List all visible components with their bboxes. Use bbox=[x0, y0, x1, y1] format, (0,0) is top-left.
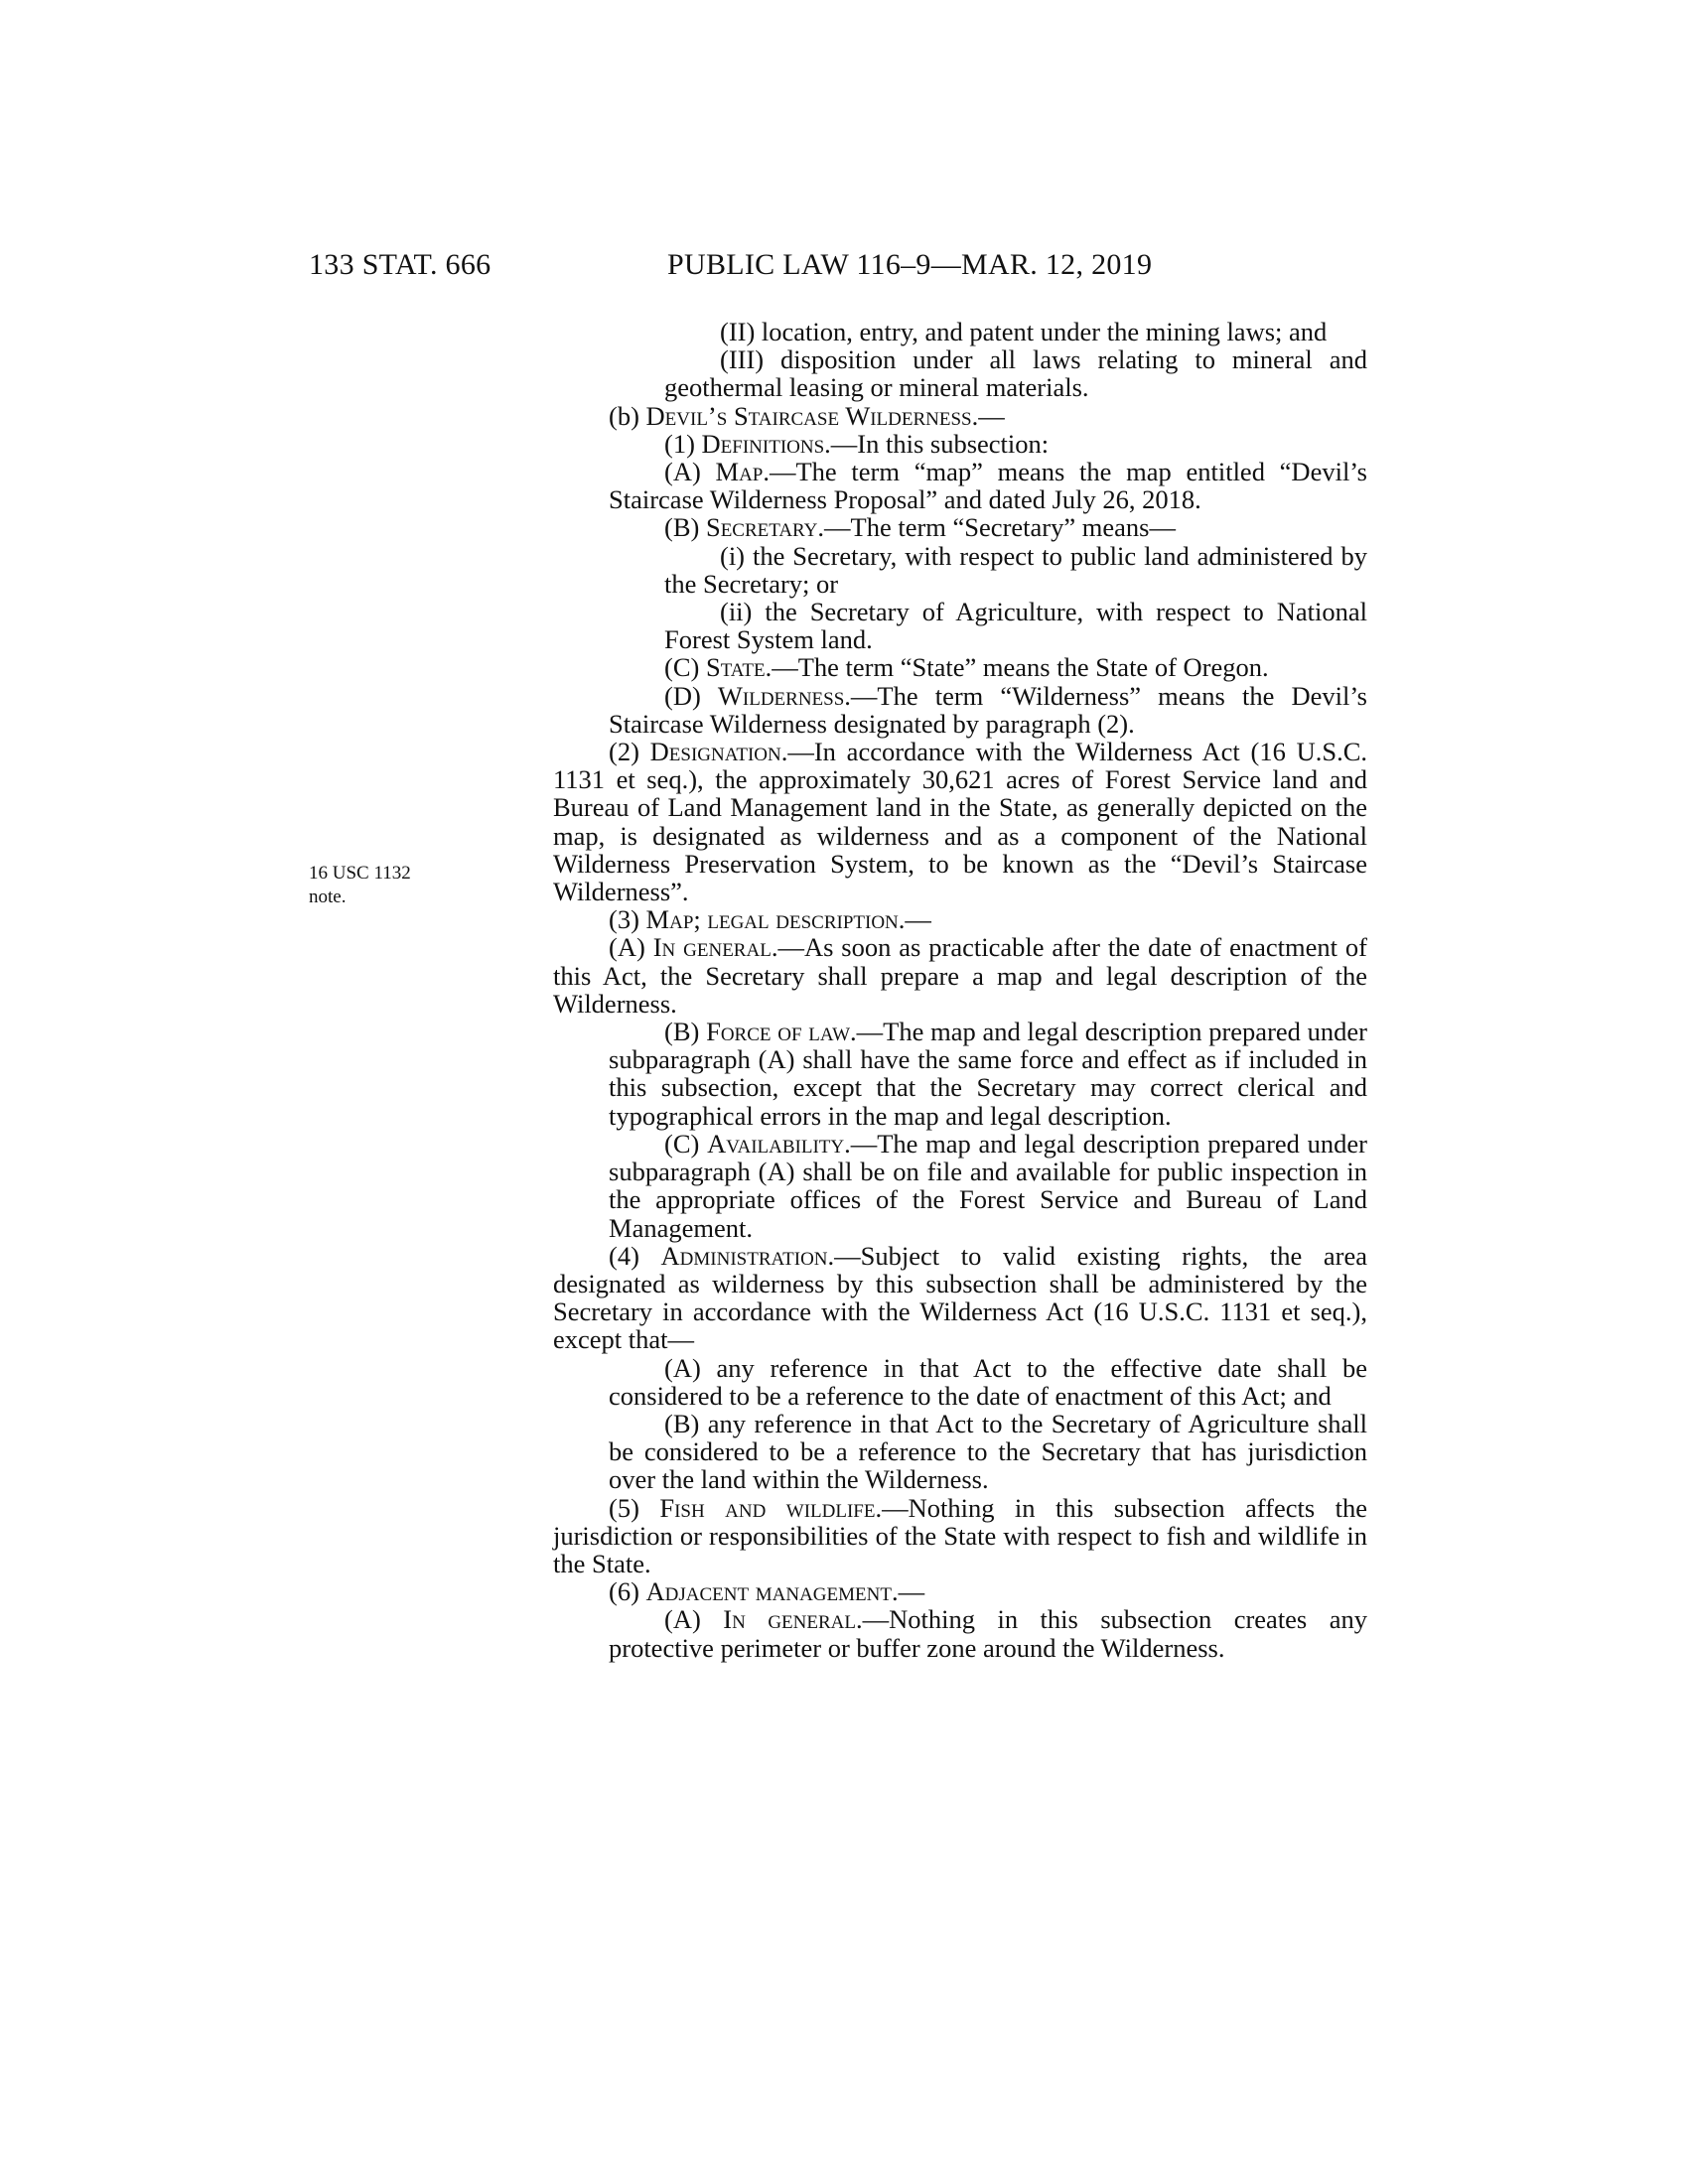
clause-II: (II) location, entry, and patent under the mining laws; and bbox=[720, 317, 1328, 346]
subsection-b-heading: (b) Devil’s Staircase Wilderness.— bbox=[609, 400, 1005, 431]
margin-note-line-2: note. bbox=[309, 887, 347, 907]
definition-state: (C) State.—The term “State” means the State of Oregon. bbox=[664, 652, 1269, 683]
paragraph-6-adjacent-management: (6) Adjacent management.— bbox=[609, 1576, 925, 1607]
paragraph-1-definitions: (1) Definitions.—In this subsection: bbox=[664, 428, 1050, 459]
definition-secretary: (B) Secretary.—The term “Secretary” means— bbox=[664, 512, 1176, 543]
clause-III: (III) disposition under all laws relating to mineral and geothermal leasing or mineral materials. bbox=[664, 344, 1367, 403]
subparagraph-3b-force-of-law: (B) Force of law.—The map and legal description prepared under subparagraph (A) shall have the same force and effect as if included in this subsection, except that the Secretary may correct clerical and typographical errors in the map and legal description. bbox=[609, 1017, 1367, 1131]
definition-wilderness: (D) Wilderness.—The term “Wilderness” means the Devil’s Staircase Wilderness designated by paragraph (2). bbox=[609, 680, 1367, 739]
paragraph-2-designation: (2) Designation.—In accordance with the Wilderness Act (16 U.S.C. 1131 et seq.), the approximately 30,621 acres of Forest Service land and Bureau of Land Management land in the State, as generally depicted on the map, is designated as wilderness and as a component of the National Wilderness Preservation System, to be known as the “Devil’s Staircase Wilderness”. bbox=[553, 737, 1367, 907]
subparagraph-6a-in-general: (A) In general.—Nothing in this subsection creates any protective perimeter or buffer zone around the Wilderness. bbox=[609, 1604, 1368, 1663]
paragraph-3-map-legal-description: (3) Map; legal description.— bbox=[609, 904, 931, 935]
margin-citation-note bbox=[309, 862, 411, 909]
clause-ii: (ii) the Secretary of Agriculture, with respect to National Forest System land. bbox=[664, 597, 1367, 655]
statute-body bbox=[553, 318, 1367, 1662]
paragraph-5-fish-and-wildlife: (5) Fish and wildlife.—Nothing in this subsection affects the jurisdiction or responsibilities of the State with respect to fish and wildlife in the State. bbox=[553, 1492, 1367, 1578]
subparagraph-3c-availability: (C) Availability.—The map and legal description prepared under subparagraph (A) shall be on file and available for public inspection in the appropriate offices of the Forest Service and Bureau of Land Management. bbox=[609, 1128, 1367, 1243]
margin-note-line-1: 16 USC 1132 bbox=[309, 863, 411, 884]
page-stat-reference: 133 STAT. 666 bbox=[309, 248, 492, 281]
subparagraph-3a-in-general: (A) In general.—As soon as practicable after the date of enactment of this Act, the Secretary shall prepare a map and legal description of the Wilderness. bbox=[553, 932, 1367, 1019]
subparagraph-4b: (B) any reference in that Act to the Secretary of Agriculture shall be considered to be a reference to the Secretary that has jurisdiction over the land within the Wilderness. bbox=[609, 1408, 1367, 1495]
page-running-title: PUBLIC LAW 116–9—MAR. 12, 2019 bbox=[667, 248, 1153, 281]
clause-i: (i) the Secretary, with respect to public land administered by the Secretary; or bbox=[664, 540, 1367, 599]
paragraph-4-administration: (4) Administration.—Subject to valid existing rights, the area designated as wilderness by this subsection shall be administered by the Secretary in accordance with the Wilderness Act (16 U.S.C. 1131 et seq.), except that— bbox=[553, 1240, 1367, 1355]
definition-map: (A) Map.—The term “map” means the map entitled “Devil’s Staircase Wilderness Proposal” and dated July 26, 2018. bbox=[609, 457, 1367, 515]
subparagraph-4a: (A) any reference in that Act to the effective date shall be considered to be a reference to the date of enactment of this Act; and bbox=[609, 1352, 1367, 1411]
